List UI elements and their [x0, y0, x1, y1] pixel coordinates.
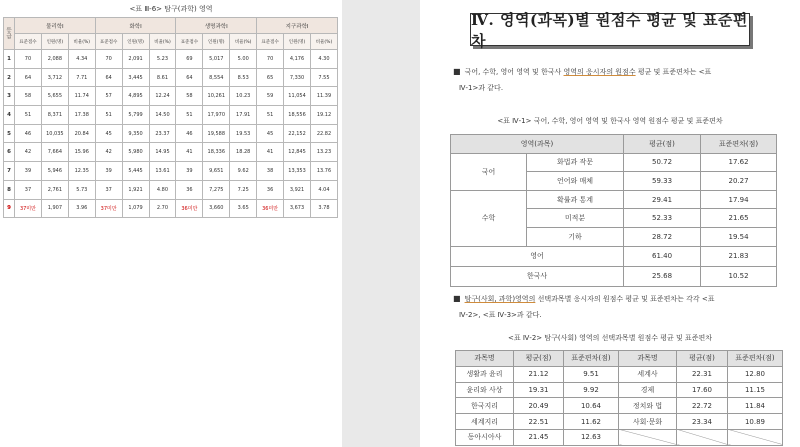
grade-cell: 1 — [4, 50, 15, 69]
social-table-body — [456, 366, 783, 445]
square-bullet-icon: ■ — [453, 294, 461, 303]
std-score-cell: 37 — [15, 180, 42, 199]
ratio-cell: 4.30 — [310, 50, 337, 69]
subject-name: 화법과 작문 — [527, 153, 624, 172]
social-studies-table — [455, 350, 783, 446]
ratio-cell: 5.23 — [149, 50, 176, 69]
ratio-cell: 3.96 — [68, 199, 95, 218]
grade-cell: 9 — [4, 199, 15, 218]
science-grade-table — [3, 17, 338, 218]
ratio-cell: 7.55 — [310, 68, 337, 87]
subject-name: 세계사 — [619, 366, 677, 382]
col-header: 표준점수 — [176, 34, 203, 50]
ratio-cell: 10.23 — [230, 87, 257, 106]
empty-cell — [728, 429, 783, 445]
ratio-cell: 13.23 — [310, 143, 337, 162]
count-cell: 7,664 — [41, 143, 68, 162]
count-cell: 18,556 — [284, 106, 311, 125]
std-score-cell: 37 — [95, 180, 122, 199]
col-header: 과목명 — [456, 351, 514, 367]
std-score-cell: 37미만 — [15, 199, 42, 218]
std-score-cell: 39 — [176, 162, 203, 181]
mean-value: 25.68 — [624, 266, 701, 286]
mean-value: 28.72 — [624, 227, 701, 246]
count-cell: 3,660 — [203, 199, 230, 218]
std-score-cell: 64 — [176, 68, 203, 87]
std-score-cell: 38 — [257, 162, 284, 181]
count-cell: 13,353 — [284, 162, 311, 181]
col-header: 표준점수 — [95, 34, 122, 50]
sd-value: 9.51 — [564, 366, 619, 382]
science-table-body — [4, 50, 338, 218]
subject-name: 윤리와 사상 — [456, 382, 514, 398]
col-header: 표준점수 — [257, 34, 284, 50]
ratio-cell: 12.24 — [149, 87, 176, 106]
ratio-cell: 18.28 — [230, 143, 257, 162]
empty-cell — [619, 429, 677, 445]
mean-value: 61.40 — [624, 246, 701, 266]
ratio-cell: 8.53 — [230, 68, 257, 87]
bullet-paragraph-1: ■ 국어, 수학, 영어 영역 및 한국사 영역의 응시자의 원점수 평균 및 표준편차는 <표 Ⅳ-1>과 같다. — [453, 67, 712, 92]
grade-cell: 8 — [4, 180, 15, 199]
table-row — [4, 162, 338, 181]
count-cell: 10,261 — [203, 87, 230, 106]
std-score-cell: 46 — [176, 124, 203, 143]
ratio-cell: 4.34 — [68, 50, 95, 69]
std-score-cell: 36 — [176, 180, 203, 199]
count-cell: 8,371 — [41, 106, 68, 125]
ratio-cell: 4.04 — [310, 180, 337, 199]
count-cell: 5,946 — [41, 162, 68, 181]
ratio-cell: 19.53 — [230, 124, 257, 143]
count-cell: 5,655 — [41, 87, 68, 106]
std-score-cell: 70 — [15, 50, 42, 69]
area-header: 영역(과목) — [451, 135, 624, 154]
count-cell: 1,079 — [122, 199, 149, 218]
subject-header: 생명과학Ⅰ — [176, 18, 257, 34]
count-cell: 9,350 — [122, 124, 149, 143]
mean-value: 20.49 — [514, 398, 564, 414]
count-cell: 5,799 — [122, 106, 149, 125]
std-score-cell: 39 — [95, 162, 122, 181]
mean-value: 21.45 — [514, 429, 564, 445]
ratio-cell: 13.76 — [310, 162, 337, 181]
ratio-cell: 13.61 — [149, 162, 176, 181]
sd-header: 표준편차(점) — [701, 135, 777, 154]
count-cell: 3,921 — [284, 180, 311, 199]
std-score-cell: 59 — [257, 87, 284, 106]
ratio-cell: 5.00 — [230, 50, 257, 69]
count-cell: 4,176 — [284, 50, 311, 69]
col-header: 인원(명) — [203, 34, 230, 50]
subject-name: 생활과 윤리 — [456, 366, 514, 382]
count-cell: 10,035 — [41, 124, 68, 143]
count-cell: 19,588 — [203, 124, 230, 143]
count-cell: 2,088 — [41, 50, 68, 69]
count-cell: 3,673 — [284, 199, 311, 218]
subject-name: 기하 — [527, 227, 624, 246]
ratio-cell: 7.25 — [230, 180, 257, 199]
table-row — [456, 414, 783, 430]
count-cell: 11,054 — [284, 87, 311, 106]
ratio-cell: 22.82 — [310, 124, 337, 143]
col-header: 인원(명) — [284, 34, 311, 50]
std-score-cell: 69 — [176, 50, 203, 69]
std-score-cell: 57 — [95, 87, 122, 106]
ratio-cell: 19.12 — [310, 106, 337, 125]
sd-value: 17.94 — [701, 190, 777, 209]
col-header: 비율(%) — [149, 34, 176, 50]
sd-value: 11.62 — [564, 414, 619, 430]
subject-name: 한국지리 — [456, 398, 514, 414]
table-row — [4, 106, 338, 125]
left-page — [0, 0, 342, 447]
std-score-cell: 51 — [95, 106, 122, 125]
area-label: 한국사 — [451, 266, 624, 286]
ratio-cell: 23.37 — [149, 124, 176, 143]
col-header: 인원(명) — [41, 34, 68, 50]
ratio-cell: 7.71 — [68, 68, 95, 87]
table-row — [4, 50, 338, 69]
ratio-cell: 8.61 — [149, 68, 176, 87]
ratio-cell: 11.74 — [68, 87, 95, 106]
table-row — [456, 382, 783, 398]
sd-value: 12.80 — [728, 366, 783, 382]
std-score-cell: 41 — [176, 143, 203, 162]
mean-value: 22.31 — [677, 366, 728, 382]
mean-value: 19.31 — [514, 382, 564, 398]
std-score-cell: 37미만 — [95, 199, 122, 218]
table1-caption: <표 Ⅳ-1> 국어, 수학, 영어 영역 및 한국사 영역 원점수 평균 및 표준편차 — [497, 117, 723, 125]
grade-cell: 3 — [4, 87, 15, 106]
table-row — [456, 398, 783, 414]
ratio-cell: 11.39 — [310, 87, 337, 106]
subject-name: 동아시아사 — [456, 429, 514, 445]
sd-value: 10.89 — [728, 414, 783, 430]
std-score-cell: 51 — [15, 106, 42, 125]
square-bullet-icon: ■ — [453, 67, 461, 76]
mean-value: 22.51 — [514, 414, 564, 430]
std-score-cell: 64 — [95, 68, 122, 87]
subject-name: 확률과 통계 — [527, 190, 624, 209]
std-score-cell: 36미만 — [176, 199, 203, 218]
subject-name: 언어와 매체 — [527, 172, 624, 191]
area-label: 수학 — [451, 190, 527, 246]
std-score-cell: 45 — [257, 124, 284, 143]
std-score-cell: 36미만 — [257, 199, 284, 218]
table-row — [4, 143, 338, 162]
ratio-cell: 17.91 — [230, 106, 257, 125]
ratio-cell: 3.65 — [230, 199, 257, 218]
table-row — [456, 429, 783, 445]
section-title: Ⅳ. 영역(과목)별 원점수 평균 및 표준편차 — [470, 13, 750, 46]
count-cell: 5,980 — [122, 143, 149, 162]
std-score-cell: 42 — [15, 143, 42, 162]
std-score-cell: 65 — [257, 68, 284, 87]
col-header: 표준편차(점) — [564, 351, 619, 367]
area-label: 국어 — [451, 153, 527, 190]
count-cell: 9,651 — [203, 162, 230, 181]
area-label: 영어 — [451, 246, 624, 266]
right-page — [420, 0, 800, 447]
mean-value: 52.33 — [624, 209, 701, 228]
table-row — [4, 87, 338, 106]
ratio-cell: 5.73 — [68, 180, 95, 199]
sd-value: 12.63 — [564, 429, 619, 445]
col-header: 표준편차(점) — [728, 351, 783, 367]
ratio-cell: 9.62 — [230, 162, 257, 181]
subject-name: 미적분 — [527, 209, 624, 228]
std-score-cell: 70 — [257, 50, 284, 69]
col-header: 비율(%) — [68, 34, 95, 50]
count-cell: 7,275 — [203, 180, 230, 199]
subject-name: 세계지리 — [456, 414, 514, 430]
std-score-cell: 46 — [15, 124, 42, 143]
grade-cell: 5 — [4, 124, 15, 143]
ratio-cell: 15.96 — [68, 143, 95, 162]
count-cell: 2,091 — [122, 50, 149, 69]
col-header: 비율(%) — [230, 34, 257, 50]
mean-value: 21.12 — [514, 366, 564, 382]
std-score-cell: 42 — [95, 143, 122, 162]
col-header: 인원(명) — [122, 34, 149, 50]
grade-cell: 7 — [4, 162, 15, 181]
main-areas-table — [450, 134, 777, 287]
std-score-cell: 58 — [176, 87, 203, 106]
sd-value: 11.84 — [728, 398, 783, 414]
count-cell: 7,330 — [284, 68, 311, 87]
table-row — [4, 199, 338, 218]
std-score-cell: 45 — [95, 124, 122, 143]
sd-value: 21.65 — [701, 209, 777, 228]
std-score-cell: 51 — [257, 106, 284, 125]
count-cell: 2,761 — [41, 180, 68, 199]
ratio-cell: 14.50 — [149, 106, 176, 125]
count-cell: 12,845 — [284, 143, 311, 162]
count-cell: 3,445 — [122, 68, 149, 87]
count-cell: 5,017 — [203, 50, 230, 69]
sd-value: 10.64 — [564, 398, 619, 414]
count-cell: 5,445 — [122, 162, 149, 181]
count-cell: 3,712 — [41, 68, 68, 87]
grade-cell: 6 — [4, 143, 15, 162]
col-header: 비율(%) — [310, 34, 337, 50]
mean-value: 50.72 — [624, 153, 701, 172]
count-cell: 1,921 — [122, 180, 149, 199]
col-header: 평균(점) — [514, 351, 564, 367]
mean-value: 59.33 — [624, 172, 701, 191]
std-score-cell: 39 — [15, 162, 42, 181]
subject-name: 사회·문화 — [619, 414, 677, 430]
grade-header: 등급 — [4, 18, 15, 50]
std-score-cell: 64 — [15, 68, 42, 87]
count-cell: 8,554 — [203, 68, 230, 87]
mean-value: 23.34 — [677, 414, 728, 430]
ratio-cell: 2.70 — [149, 199, 176, 218]
ratio-cell: 4.80 — [149, 180, 176, 199]
count-cell: 18,336 — [203, 143, 230, 162]
count-cell: 17,970 — [203, 106, 230, 125]
table-row — [456, 366, 783, 382]
table-row — [4, 180, 338, 199]
mean-value: 22.72 — [677, 398, 728, 414]
mean-header: 평균(점) — [624, 135, 701, 154]
std-score-cell: 58 — [15, 87, 42, 106]
col-header: 평균(점) — [677, 351, 728, 367]
col-header: 과목명 — [619, 351, 677, 367]
count-cell: 1,907 — [41, 199, 68, 218]
mean-value: 29.41 — [624, 190, 701, 209]
std-score-cell: 51 — [176, 106, 203, 125]
count-cell: 22,152 — [284, 124, 311, 143]
sd-value: 10.52 — [701, 266, 777, 286]
count-cell: 4,895 — [122, 87, 149, 106]
ratio-cell: 14.95 — [149, 143, 176, 162]
sd-value: 9.92 — [564, 382, 619, 398]
sd-value: 19.54 — [701, 227, 777, 246]
subject-header: 화학Ⅰ — [95, 18, 176, 34]
sd-value: 11.15 — [728, 382, 783, 398]
ratio-cell: 3.78 — [310, 199, 337, 218]
std-score-cell: 41 — [257, 143, 284, 162]
sd-value: 21.83 — [701, 246, 777, 266]
ratio-cell: 12.35 — [68, 162, 95, 181]
sd-value: 17.62 — [701, 153, 777, 172]
grade-cell: 4 — [4, 106, 15, 125]
std-score-cell: 70 — [95, 50, 122, 69]
ratio-cell: 17.38 — [68, 106, 95, 125]
table-row — [4, 124, 338, 143]
table2-caption: <표 Ⅳ-2> 탐구(사회) 영역의 선택과목별 원점수 평균 및 표준편차 — [508, 334, 712, 342]
subject-name: 정치와 법 — [619, 398, 677, 414]
table-row — [4, 68, 338, 87]
mean-value: 17.60 — [677, 382, 728, 398]
left-table-caption: <표 Ⅲ-6> 탐구(과학) 영역 — [129, 5, 213, 13]
sd-value: 20.27 — [701, 172, 777, 191]
std-score-cell: 36 — [257, 180, 284, 199]
col-header: 표준점수 — [15, 34, 42, 50]
ratio-cell: 20.84 — [68, 124, 95, 143]
subject-header: 지구과학Ⅰ — [257, 18, 338, 34]
subject-name: 경제 — [619, 382, 677, 398]
subject-header: 물리학Ⅰ — [15, 18, 96, 34]
empty-cell — [677, 429, 728, 445]
bullet-paragraph-2: ■ 탐구(사회, 과학)영역의 선택과목별 응시자의 원점수 평균 및 표준편차는 각각 <표 Ⅳ-2>, <표 Ⅳ-3>과 같다. — [453, 294, 715, 319]
grade-cell: 2 — [4, 68, 15, 87]
